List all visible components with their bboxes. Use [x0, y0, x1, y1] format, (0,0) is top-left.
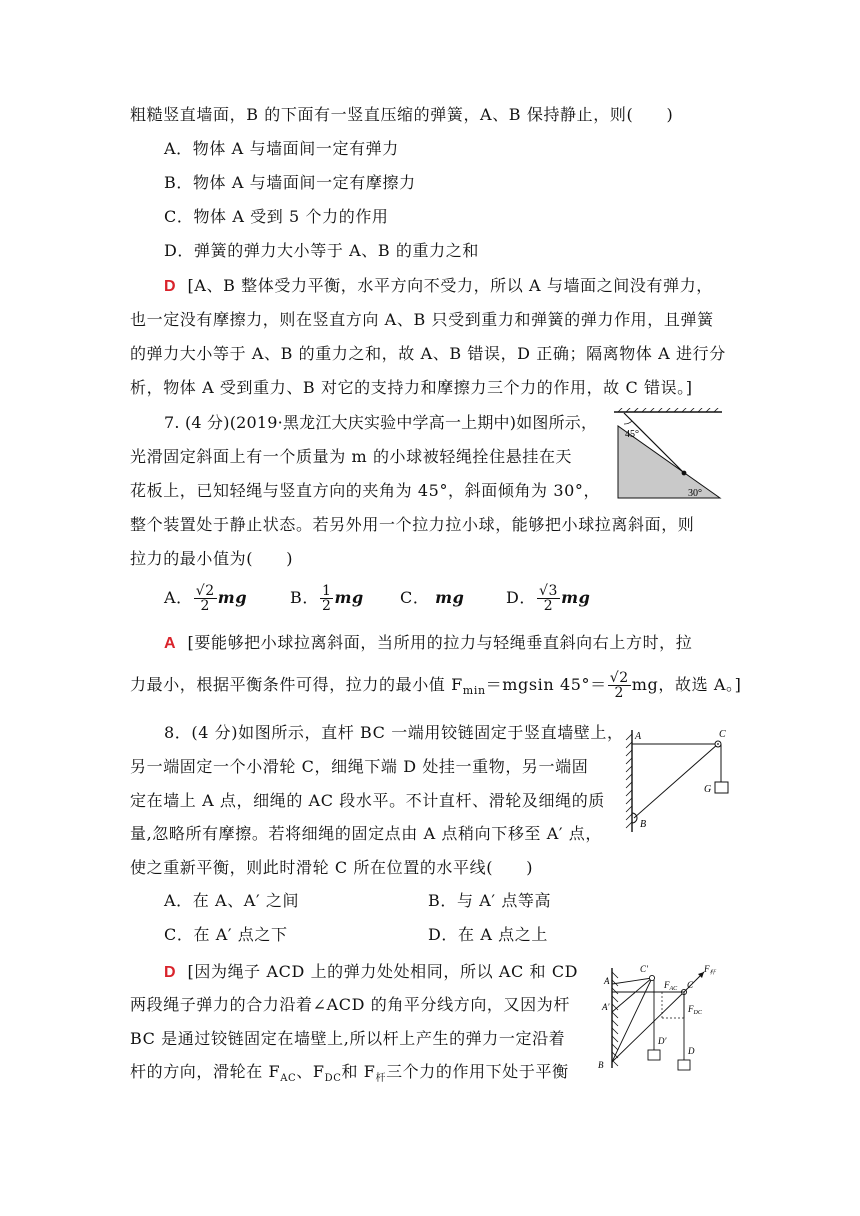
q7-explanation-line-2 — [130, 665, 741, 705]
q7-stem-line-3: 花板上，已知轻绳与竖直方向的夹角为 45°，斜面倾角为 30°， — [130, 481, 601, 500]
q7-option-c-mg: mg — [435, 588, 465, 607]
q7-option-b-fraction — [320, 584, 334, 613]
q7-stem-line-1: 7. (4 分)(2019·黑龙江大庆实验中学高一上期中)如图所示， — [164, 413, 598, 432]
q7-option-b — [290, 578, 364, 618]
q7-option-d-mg: mg — [561, 588, 591, 607]
q6-explanation-line-4: 析，物体 A 受到重力、B 对它的支持力和摩擦力三个力的作用，故 C 错误。] — [130, 378, 693, 397]
q6-answer: D — [164, 278, 177, 295]
q8-explanation-sub-dc: DC — [324, 1073, 342, 1085]
q7-explanation-text-2a: 力最小，根据平衡条件可得，拉力的最小值 F — [130, 675, 463, 694]
q8-explanation-text-4b: 、F — [296, 1062, 325, 1081]
q6-explanation-line-2: 也一定没有摩擦力，则在竖直方向 A、B 只受到重力和弹簧的弹力作用，且弹簧 — [130, 310, 714, 329]
q7-incline-figure — [612, 408, 724, 502]
q7-option-d — [506, 578, 590, 618]
q7-explanation-line-1 — [164, 632, 692, 655]
q8-explanation-text-1: [因为绳子 ACD 上的弹力处处相同，所以 AC 和 CD — [187, 962, 579, 981]
q8-fig1-label-b: B — [640, 819, 647, 830]
q7-angle-30-label: 30° — [688, 488, 702, 499]
q7-option-c — [400, 578, 464, 618]
q8-stem-line-4: 量,忽略所有摩擦。若将细绳的固定点由 A 点稍向下移至 A′ 点， — [130, 824, 602, 843]
q8-explanation-text-4d: 三个力的作用下处于平衡 — [386, 1062, 569, 1081]
q8-stem-line-3: 定在墙上 A 点，细绳的 AC 段水平。不计直杆、滑轮及细绳的质 — [130, 791, 605, 810]
q8-stem-line-2: 另一端固定一个小滑轮 C，细绳下端 D 处挂一重物，另一端固 — [130, 757, 589, 776]
q7-option-b-mg: mg — [334, 588, 364, 607]
q8-explanation-text-4a: 杆的方向，滑轮在 F — [130, 1062, 281, 1081]
q7-explanation-text-1: [要能够把小球拉离斜面，当所用的拉力与轻绳垂直斜向右上方时，拉 — [187, 633, 693, 652]
q7-explanation-text-2b: ＝mgsin 45°＝ — [485, 675, 607, 694]
q6-explanation-line-1 — [164, 275, 713, 298]
q8-force-analysis-figure — [596, 962, 722, 1072]
q6-explanation-text-1: [A、B 整体受力平衡，水平方向不受力，所以 A 与墙面之间没有弹力， — [187, 276, 713, 295]
q6-stem-tail: 粗糙竖直墙面，B 的下面有一竖直压缩的弹簧，A、B 保持静止，则( ) — [130, 105, 674, 124]
q7-answer: A — [164, 635, 177, 652]
q8-fig1-label-a: A — [635, 731, 642, 742]
q8-fig2-label-a-prime: A′ — [602, 1002, 610, 1012]
q8-explanation-line-4 — [130, 1061, 569, 1090]
q8-fig2-label-d: D — [688, 1046, 695, 1056]
q7-option-a-label: A． — [164, 588, 193, 607]
q7-stem-line-2: 光滑固定斜面上有一个质量为 m 的小球被轻绳拴住悬挂在天 — [130, 447, 573, 466]
q8-explanation-sub-ac: AC — [280, 1073, 297, 1085]
q8-fig2-label-fdc: $F_{DC}$ — [688, 1004, 702, 1016]
q8-option-b: B．与 A′ 点等高 — [428, 891, 552, 910]
q7-explanation-fraction — [608, 671, 631, 700]
q8-explanation-line-3: BC 是通过铰链固定在墙壁上,所以杆上产生的弹力一定沿着 — [130, 1029, 566, 1048]
q8-fig2-label-d-prime: D′ — [658, 1036, 667, 1046]
q8-fig2-label-b: B — [598, 1060, 604, 1070]
q8-answer: D — [164, 964, 177, 981]
q7-angle-45-label: 45° — [625, 429, 639, 440]
q7-stem-line-5: 拉力的最小值为( ) — [130, 549, 294, 568]
q8-fig1-label-g: G — [704, 784, 712, 795]
q7-option-b-label: B． — [290, 588, 319, 607]
q7-explanation-text-2c: mg，故选 A。] — [631, 675, 742, 694]
q7-option-c-label: C． — [400, 588, 430, 607]
q8-option-c: C．在 A′ 点之下 — [164, 925, 288, 944]
q7-option-a-fraction — [194, 584, 217, 613]
q6-option-a: A．物体 A 与墙面间一定有弹力 — [164, 139, 399, 158]
q7-stem-line-4: 整个装置处于静止状态。若另外用一个拉力拉小球，能够把小球拉离斜面，则 — [130, 515, 695, 534]
q8-fig2-label-c-prime: C′ — [640, 964, 648, 974]
q8-explanation-line-1 — [164, 961, 578, 984]
q8-option-d: D．在 A 点之上 — [428, 925, 548, 944]
q7-explanation-frac-num: √2 — [609, 670, 629, 686]
q8-explanation-sub-gan: 杆 — [375, 1073, 387, 1085]
q7-option-a — [164, 578, 247, 618]
q8-stem-line-5: 使之重新平衡，则此时滑轮 C 所在位置的水平线( ) — [130, 858, 534, 877]
q6-option-c: C．物体 A 受到 5 个力的作用 — [164, 207, 389, 226]
q8-explanation-line-2: 两段绳子弹力的合力沿着∠ACD 的角平分线方向，又因为杆 — [130, 995, 570, 1014]
q8-pulley-figure — [622, 726, 734, 834]
q7-option-d-den: 2 — [543, 598, 554, 614]
q7-option-b-num: 1 — [321, 583, 332, 599]
q6-option-b: B．物体 A 与墙面间一定有摩擦力 — [164, 173, 416, 192]
q7-option-d-fraction — [537, 584, 560, 613]
q8-fig2-label-a: A — [604, 976, 610, 986]
q7-option-b-den: 2 — [321, 598, 332, 614]
q8-fig1-label-c: C — [719, 729, 726, 740]
q8-stem-line-1: 8．(4 分)如图所示，直杆 BC 一端用铰链固定于竖直墙壁上， — [164, 723, 624, 742]
q8-fig2-label-f-rod: $F_杆$ — [704, 964, 716, 976]
q7-option-d-num: √3 — [539, 583, 559, 599]
q7-explanation-sub-min: min — [462, 684, 486, 698]
q8-option-a: A．在 A、A′ 之间 — [164, 891, 300, 910]
q7-option-d-label: D． — [506, 588, 537, 607]
q8-explanation-text-4c: 和 F — [341, 1062, 376, 1081]
q8-fig2-label-c: C — [687, 980, 694, 990]
q8-fig2-label-fac: $F_{AC}$ — [664, 980, 678, 992]
q7-option-a-mg: mg — [217, 588, 248, 607]
q7-option-a-num: √2 — [195, 583, 215, 599]
q6-option-d: D．弹簧的弹力大小等于 A、B 的重力之和 — [164, 241, 479, 260]
q7-explanation-frac-den: 2 — [614, 685, 624, 701]
q7-option-a-den: 2 — [200, 598, 211, 614]
q6-explanation-line-3: 的弹力大小等于 A、B 的重力之和，故 A、B 错误，D 正确；隔离物体 A 进行分 — [130, 344, 726, 363]
